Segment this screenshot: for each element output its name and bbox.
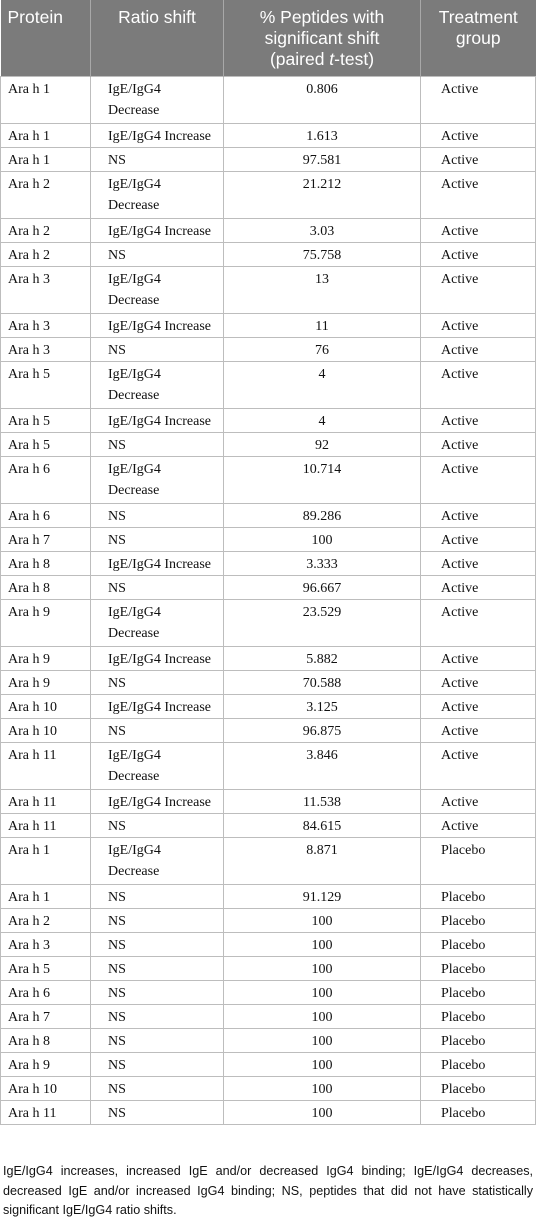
cell-treatment-group: Active bbox=[421, 432, 536, 456]
table-row bbox=[1, 908, 536, 932]
cell-treatment-group: Active bbox=[421, 527, 536, 551]
cell-pct-peptides: 100 bbox=[224, 1052, 421, 1076]
cell-protein: Ara h 11 bbox=[1, 742, 91, 789]
cell-protein: Ara h 1 bbox=[1, 76, 91, 123]
table-row bbox=[1, 361, 536, 408]
cell-pct-peptides: 100 bbox=[224, 980, 421, 1004]
cell-ratio-shift: NS bbox=[91, 980, 224, 1004]
cell-treatment-group: Active bbox=[421, 551, 536, 575]
cell-treatment-group: Placebo bbox=[421, 1052, 536, 1076]
cell-treatment-group: Active bbox=[421, 694, 536, 718]
cell-pct-peptides: 76 bbox=[224, 337, 421, 361]
table-row bbox=[1, 813, 536, 837]
cell-ratio-shift: NS bbox=[91, 932, 224, 956]
table-row bbox=[1, 432, 536, 456]
cell-protein: Ara h 6 bbox=[1, 456, 91, 503]
cell-protein: Ara h 2 bbox=[1, 171, 91, 218]
cell-pct-peptides: 4 bbox=[224, 361, 421, 408]
cell-treatment-group: Placebo bbox=[421, 1028, 536, 1052]
cell-protein: Ara h 2 bbox=[1, 218, 91, 242]
cell-pct-peptides: 13 bbox=[224, 266, 421, 313]
cell-protein: Ara h 9 bbox=[1, 1052, 91, 1076]
cell-protein: Ara h 3 bbox=[1, 932, 91, 956]
table-row bbox=[1, 1052, 536, 1076]
cell-ratio-shift: NS bbox=[91, 1004, 224, 1028]
cell-treatment-group: Active bbox=[421, 76, 536, 123]
table-row bbox=[1, 789, 536, 813]
cell-pct-peptides: 8.871 bbox=[224, 837, 421, 884]
cell-pct-peptides: 92 bbox=[224, 432, 421, 456]
cell-ratio-shift: IgE/IgG4 Decrease bbox=[91, 361, 224, 408]
cell-protein: Ara h 1 bbox=[1, 147, 91, 171]
cell-pct-peptides: 96.875 bbox=[224, 718, 421, 742]
cell-ratio-shift: IgE/IgG4 Decrease bbox=[91, 456, 224, 503]
cell-protein: Ara h 11 bbox=[1, 789, 91, 813]
cell-treatment-group: Active bbox=[421, 575, 536, 599]
cell-ratio-shift: NS bbox=[91, 575, 224, 599]
cell-ratio-shift: NS bbox=[91, 337, 224, 361]
table-row bbox=[1, 408, 536, 432]
cell-ratio-shift: IgE/IgG4 Decrease bbox=[91, 742, 224, 789]
cell-treatment-group: Active bbox=[421, 813, 536, 837]
cell-ratio-shift: IgE/IgG4 Increase bbox=[91, 789, 224, 813]
table-row bbox=[1, 670, 536, 694]
table-row bbox=[1, 76, 536, 123]
cell-pct-peptides: 100 bbox=[224, 527, 421, 551]
table-row bbox=[1, 575, 536, 599]
table-row bbox=[1, 242, 536, 266]
table-row bbox=[1, 1100, 536, 1124]
cell-treatment-group: Active bbox=[421, 646, 536, 670]
cell-treatment-group: Active bbox=[421, 242, 536, 266]
cell-pct-peptides: 89.286 bbox=[224, 503, 421, 527]
table-row bbox=[1, 980, 536, 1004]
header-group-line2: group bbox=[455, 28, 501, 48]
cell-treatment-group: Placebo bbox=[421, 932, 536, 956]
header-pct-line3-italic: t bbox=[329, 49, 335, 69]
cell-protein: Ara h 1 bbox=[1, 837, 91, 884]
table-row bbox=[1, 218, 536, 242]
cell-treatment-group: Active bbox=[421, 218, 536, 242]
cell-treatment-group: Active bbox=[421, 171, 536, 218]
table-row bbox=[1, 956, 536, 980]
table-body bbox=[1, 76, 536, 1124]
cell-pct-peptides: 23.529 bbox=[224, 599, 421, 646]
cell-ratio-shift: NS bbox=[91, 670, 224, 694]
cell-pct-peptides: 100 bbox=[224, 908, 421, 932]
cell-ratio-shift: IgE/IgG4 Increase bbox=[91, 313, 224, 337]
cell-protein: Ara h 10 bbox=[1, 1076, 91, 1100]
cell-pct-peptides: 100 bbox=[224, 1076, 421, 1100]
header-pct-line1: % Peptides with bbox=[259, 7, 385, 27]
header-pct-line2: significant shift bbox=[264, 28, 380, 48]
cell-ratio-shift: IgE/IgG4 Increase bbox=[91, 694, 224, 718]
cell-protein: Ara h 8 bbox=[1, 575, 91, 599]
cell-pct-peptides: 100 bbox=[224, 1004, 421, 1028]
cell-pct-peptides: 70.588 bbox=[224, 670, 421, 694]
cell-treatment-group: Placebo bbox=[421, 956, 536, 980]
cell-treatment-group: Placebo bbox=[421, 837, 536, 884]
cell-treatment-group: Active bbox=[421, 123, 536, 147]
cell-ratio-shift: NS bbox=[91, 1100, 224, 1124]
cell-protein: Ara h 8 bbox=[1, 551, 91, 575]
cell-protein: Ara h 5 bbox=[1, 361, 91, 408]
cell-treatment-group: Active bbox=[421, 503, 536, 527]
cell-pct-peptides: 100 bbox=[224, 956, 421, 980]
cell-protein: Ara h 5 bbox=[1, 408, 91, 432]
cell-treatment-group: Placebo bbox=[421, 980, 536, 1004]
cell-ratio-shift: IgE/IgG4 Increase bbox=[91, 123, 224, 147]
cell-protein: Ara h 10 bbox=[1, 694, 91, 718]
cell-pct-peptides: 91.129 bbox=[224, 884, 421, 908]
cell-protein: Ara h 5 bbox=[1, 432, 91, 456]
cell-protein: Ara h 5 bbox=[1, 956, 91, 980]
cell-ratio-shift: IgE/IgG4 Decrease bbox=[91, 171, 224, 218]
cell-treatment-group: Active bbox=[421, 718, 536, 742]
cell-pct-peptides: 11.538 bbox=[224, 789, 421, 813]
header-group-line1: Treatment bbox=[438, 7, 518, 27]
cell-pct-peptides: 100 bbox=[224, 932, 421, 956]
table-row bbox=[1, 1028, 536, 1052]
table-row bbox=[1, 123, 536, 147]
cell-protein: Ara h 9 bbox=[1, 670, 91, 694]
table-row bbox=[1, 313, 536, 337]
cell-treatment-group: Active bbox=[421, 456, 536, 503]
cell-ratio-shift: NS bbox=[91, 908, 224, 932]
cell-protein: Ara h 9 bbox=[1, 599, 91, 646]
cell-pct-peptides: 97.581 bbox=[224, 147, 421, 171]
cell-treatment-group: Active bbox=[421, 599, 536, 646]
cell-protein: Ara h 10 bbox=[1, 718, 91, 742]
cell-treatment-group: Placebo bbox=[421, 1004, 536, 1028]
cell-protein: Ara h 1 bbox=[1, 123, 91, 147]
table-row bbox=[1, 527, 536, 551]
table-header-row bbox=[1, 0, 536, 76]
table-row bbox=[1, 551, 536, 575]
cell-ratio-shift: NS bbox=[91, 242, 224, 266]
table-row bbox=[1, 503, 536, 527]
table-row bbox=[1, 646, 536, 670]
header-ratio-shift-label: Ratio shift bbox=[118, 7, 196, 27]
cell-protein: Ara h 11 bbox=[1, 813, 91, 837]
table-row bbox=[1, 599, 536, 646]
header-treatment-group bbox=[421, 0, 536, 76]
cell-treatment-group: Active bbox=[421, 147, 536, 171]
cell-ratio-shift: NS bbox=[91, 718, 224, 742]
cell-ratio-shift: IgE/IgG4 Increase bbox=[91, 218, 224, 242]
cell-pct-peptides: 3.125 bbox=[224, 694, 421, 718]
cell-protein: Ara h 3 bbox=[1, 313, 91, 337]
cell-ratio-shift: NS bbox=[91, 813, 224, 837]
cell-pct-peptides: 3.333 bbox=[224, 551, 421, 575]
cell-ratio-shift: NS bbox=[91, 1052, 224, 1076]
cell-pct-peptides: 11 bbox=[224, 313, 421, 337]
cell-pct-peptides: 5.882 bbox=[224, 646, 421, 670]
cell-protein: Ara h 2 bbox=[1, 242, 91, 266]
cell-pct-peptides: 100 bbox=[224, 1100, 421, 1124]
cell-treatment-group: Active bbox=[421, 313, 536, 337]
cell-protein: Ara h 7 bbox=[1, 1004, 91, 1028]
table-row bbox=[1, 742, 536, 789]
cell-ratio-shift: NS bbox=[91, 503, 224, 527]
cell-ratio-shift: NS bbox=[91, 527, 224, 551]
table-row bbox=[1, 837, 536, 884]
header-ratio-shift bbox=[91, 0, 224, 76]
table-row bbox=[1, 1076, 536, 1100]
cell-pct-peptides: 75.758 bbox=[224, 242, 421, 266]
cell-pct-peptides: 84.615 bbox=[224, 813, 421, 837]
cell-ratio-shift: NS bbox=[91, 956, 224, 980]
cell-pct-peptides: 100 bbox=[224, 1028, 421, 1052]
cell-pct-peptides: 1.613 bbox=[224, 123, 421, 147]
cell-protein: Ara h 8 bbox=[1, 1028, 91, 1052]
table-row bbox=[1, 337, 536, 361]
cell-ratio-shift: IgE/IgG4 Increase bbox=[91, 646, 224, 670]
cell-pct-peptides: 21.212 bbox=[224, 171, 421, 218]
cell-protein: Ara h 1 bbox=[1, 884, 91, 908]
cell-treatment-group: Active bbox=[421, 670, 536, 694]
table-row bbox=[1, 694, 536, 718]
cell-ratio-shift: IgE/IgG4 Decrease bbox=[91, 266, 224, 313]
cell-protein: Ara h 6 bbox=[1, 980, 91, 1004]
cell-treatment-group: Placebo bbox=[421, 908, 536, 932]
cell-protein: Ara h 7 bbox=[1, 527, 91, 551]
cell-treatment-group: Active bbox=[421, 408, 536, 432]
cell-ratio-shift: NS bbox=[91, 147, 224, 171]
cell-treatment-group: Active bbox=[421, 789, 536, 813]
cell-ratio-shift: IgE/IgG4 Decrease bbox=[91, 837, 224, 884]
header-pct-line3-suffix: -test) bbox=[334, 49, 375, 69]
header-protein-label: Protein bbox=[7, 7, 63, 27]
header-protein bbox=[1, 0, 91, 76]
cell-protein: Ara h 3 bbox=[1, 266, 91, 313]
cell-protein: Ara h 3 bbox=[1, 337, 91, 361]
header-pct-peptides bbox=[224, 0, 421, 76]
table-row bbox=[1, 266, 536, 313]
cell-treatment-group: Active bbox=[421, 266, 536, 313]
table-row bbox=[1, 171, 536, 218]
cell-ratio-shift: NS bbox=[91, 1028, 224, 1052]
cell-protein: Ara h 2 bbox=[1, 908, 91, 932]
cell-treatment-group: Active bbox=[421, 361, 536, 408]
cell-ratio-shift: NS bbox=[91, 884, 224, 908]
cell-pct-peptides: 96.667 bbox=[224, 575, 421, 599]
cell-protein: Ara h 9 bbox=[1, 646, 91, 670]
cell-pct-peptides: 3.846 bbox=[224, 742, 421, 789]
cell-ratio-shift: IgE/IgG4 Increase bbox=[91, 408, 224, 432]
table-footnote: IgE/IgG4 increases, increased IgE and/or decreased IgG4 binding; IgE/IgG4 decreases, decreased IgE and/or increased IgG4 binding; NS, peptides that did not have statistically significant IgE/IgG4 ratio shifts. bbox=[3, 1164, 533, 1217]
table-row bbox=[1, 1004, 536, 1028]
cell-pct-peptides: 10.714 bbox=[224, 456, 421, 503]
cell-treatment-group: Placebo bbox=[421, 884, 536, 908]
cell-ratio-shift: IgE/IgG4 Decrease bbox=[91, 599, 224, 646]
cell-treatment-group: Placebo bbox=[421, 1076, 536, 1100]
cell-treatment-group: Active bbox=[421, 742, 536, 789]
cell-ratio-shift: NS bbox=[91, 432, 224, 456]
cell-treatment-group: Placebo bbox=[421, 1100, 536, 1124]
table-row bbox=[1, 147, 536, 171]
table-row bbox=[1, 932, 536, 956]
cell-pct-peptides: 0.806 bbox=[224, 76, 421, 123]
cell-protein: Ara h 11 bbox=[1, 1100, 91, 1124]
cell-protein: Ara h 6 bbox=[1, 503, 91, 527]
table-row bbox=[1, 456, 536, 503]
cell-ratio-shift: IgE/IgG4 Decrease bbox=[91, 76, 224, 123]
cell-ratio-shift: NS bbox=[91, 1076, 224, 1100]
cell-treatment-group: Active bbox=[421, 337, 536, 361]
cell-pct-peptides: 4 bbox=[224, 408, 421, 432]
cell-ratio-shift: IgE/IgG4 Increase bbox=[91, 551, 224, 575]
header-pct-line3-prefix: (paired bbox=[269, 49, 330, 69]
table-row bbox=[1, 884, 536, 908]
table-row bbox=[1, 718, 536, 742]
cell-pct-peptides: 3.03 bbox=[224, 218, 421, 242]
